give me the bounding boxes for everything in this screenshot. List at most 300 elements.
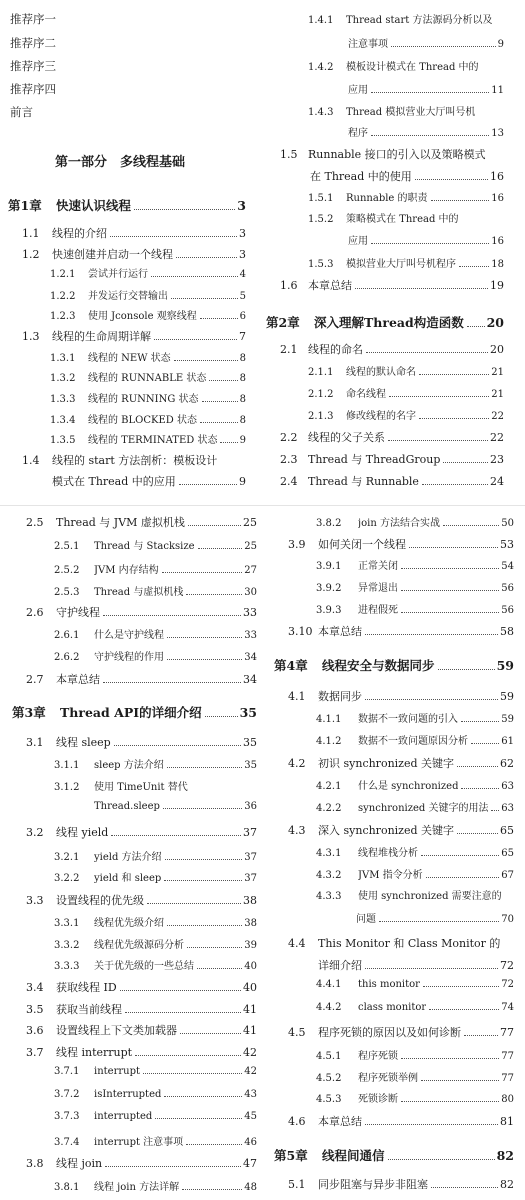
- toc-entry-number: 3.8.1: [54, 1182, 80, 1193]
- leader-dots: [471, 743, 499, 744]
- leader-dots: [200, 422, 238, 423]
- toc-entry-page: 80: [501, 1094, 514, 1105]
- toc-entry-title: 线程的 RUNNABLE 状态: [88, 373, 207, 384]
- toc-entry: [12, 936, 257, 951]
- toc-entry: [266, 124, 504, 139]
- toc-entry-title: 命名线程: [346, 389, 386, 400]
- toc-scan-bottom: [0, 505, 525, 1200]
- toc-entry-number: 1.3.2: [50, 373, 76, 384]
- toc-entry-page: 65: [500, 824, 514, 837]
- toc-entry-title: JVM 内存结构: [94, 565, 159, 576]
- toc-entry-number: 2.4: [280, 475, 298, 488]
- toc-entry-number: 2.6.1: [54, 630, 80, 641]
- toc-entry-number: 2.6.2: [54, 652, 80, 663]
- toc-entry-title: 在 Thread 中的使用: [310, 170, 412, 183]
- toc-entry-number: 5.1: [288, 1178, 306, 1191]
- toc-entry-page: 16: [491, 193, 504, 204]
- toc-entry-title: 问题: [356, 914, 376, 925]
- toc-entry-page: 41: [243, 1024, 257, 1037]
- toc-entry-title: 线程的命名: [308, 343, 363, 356]
- toc-entry: [12, 1044, 257, 1060]
- toc-column-top-right: [266, 0, 504, 505]
- toc-entry-page: 3: [239, 248, 246, 261]
- toc-entry-page: 46: [244, 1137, 257, 1148]
- toc-entry-page: 8: [239, 394, 246, 405]
- toc-entry-page: 82: [496, 1148, 514, 1163]
- toc-entry-number: 4.3.2: [316, 870, 342, 881]
- leader-dots: [105, 1166, 241, 1167]
- toc-entry-title: this monitor: [358, 979, 420, 990]
- toc-entry-page: 42: [244, 1066, 257, 1077]
- leader-dots: [388, 440, 488, 441]
- toc-entry: [266, 255, 504, 270]
- toc-entry-page: 72: [501, 979, 514, 990]
- toc-entry-title: 如何关闭一个线程: [318, 538, 406, 551]
- toc-entry-page: 81: [500, 1115, 514, 1128]
- leader-dots: [401, 1101, 499, 1102]
- toc-entry-title: 线程 join: [56, 1157, 103, 1170]
- toc-entry-page: 9: [239, 435, 246, 446]
- toc-entry-page: 54: [501, 561, 514, 572]
- leader-dots: [391, 46, 496, 47]
- toc-entry-page: 19: [490, 279, 504, 292]
- toc-entry-number: 4.4.1: [316, 979, 342, 990]
- toc-entry-number: 2.2: [280, 431, 298, 444]
- toc-entry: [274, 514, 514, 529]
- toc-entry: [274, 887, 514, 902]
- toc-entry-title: sleep 方法介绍: [94, 760, 164, 771]
- toc-entry-number: 3.8: [26, 1157, 44, 1170]
- toc-column-bottom-left: [12, 506, 257, 1200]
- toc-entry-number: 1.5: [280, 148, 298, 161]
- toc-entry-number: 1.4.1: [308, 15, 334, 26]
- toc-entry-number: 4.3.3: [316, 891, 342, 902]
- toc-entry-number: 3.10: [288, 625, 313, 638]
- toc-entry-number: 3.3.3: [54, 961, 80, 972]
- toc-entry-page: 65: [501, 848, 514, 859]
- toc-entry-page: 20: [486, 315, 504, 330]
- toc-entry-page: 35: [239, 705, 257, 720]
- toc-entry-page: 45: [244, 1111, 257, 1122]
- toc-entry: [266, 210, 504, 225]
- toc-entry-page: 50: [501, 518, 514, 529]
- toc-entry-number: 3.2: [26, 826, 44, 839]
- toc-entry: [12, 848, 257, 863]
- toc-entry: [274, 579, 514, 594]
- toc-entry-title: 线程 join 方法详解: [94, 1182, 180, 1193]
- toc-entry: [8, 196, 246, 214]
- toc-entry-number: 第3章: [12, 705, 46, 720]
- toc-entry-number: 2.5.3: [54, 587, 80, 598]
- leader-dots: [365, 968, 498, 969]
- leader-dots: [371, 92, 489, 93]
- toc-entry-number: 3.7.3: [54, 1111, 80, 1122]
- toc-entry-page: 72: [500, 959, 514, 972]
- toc-entry-number: 1.4: [22, 454, 40, 467]
- toc-entry: [266, 146, 504, 162]
- toc-entry-number: 第5章: [274, 1148, 308, 1163]
- toc-entry-number: 1.3.4: [50, 415, 76, 426]
- toc-entry-page: 33: [243, 606, 257, 619]
- leader-dots: [205, 716, 238, 717]
- toc-entry: [12, 1089, 257, 1100]
- toc-entry-title: interrupt: [94, 1066, 140, 1077]
- toc-entry-page: 7: [239, 330, 246, 343]
- toc-entry-page: 6: [239, 311, 246, 322]
- toc-entry-number: 2.5: [26, 516, 44, 529]
- toc-entry: [274, 536, 514, 552]
- toc-entry-number: 1.5.1: [308, 193, 334, 204]
- toc-entry-title: 线程 sleep: [56, 736, 111, 749]
- toc-entry-number: 第1章: [8, 198, 42, 213]
- toc-entry: [12, 626, 257, 641]
- leader-dots: [197, 968, 242, 969]
- toc-entry-title: Runnable 接口的引入以及策略模式: [308, 148, 486, 161]
- toc-entry: [12, 957, 257, 972]
- toc-entry-page: 59: [500, 690, 514, 703]
- toc-entry-title: 线程的生命周期详解: [52, 330, 151, 343]
- toc-entry-title: 线程的 start 方法剖析：模板设计: [52, 454, 218, 467]
- front-matter-item: 推荐序四: [10, 82, 56, 96]
- toc-entry-title: 线程堆栈分析: [358, 848, 418, 859]
- toc-entry-page: 40: [243, 981, 257, 994]
- toc-entry-page: 9: [239, 475, 246, 488]
- toc-entry: [266, 277, 504, 293]
- toc-entry: [12, 801, 257, 812]
- toc-entry: [274, 935, 514, 951]
- toc-entry-page: 3: [237, 198, 246, 213]
- leader-dots: [401, 612, 499, 613]
- toc-entry: [12, 1178, 257, 1193]
- toc-entry: [274, 957, 514, 973]
- leader-dots: [371, 135, 489, 136]
- toc-entry-title: 数据不一致问题原因分析: [358, 736, 468, 747]
- toc-entry-number: 3.1: [26, 736, 44, 749]
- toc-entry: [12, 778, 257, 793]
- toc-entry: [8, 265, 246, 280]
- toc-entry-number: 3.6: [26, 1024, 44, 1037]
- toc-entry: [266, 189, 504, 204]
- toc-entry-page: 24: [490, 475, 504, 488]
- toc-entry: [274, 1090, 514, 1105]
- toc-entry-page: 9: [497, 39, 504, 50]
- toc-entry-title: 死锁诊断: [358, 1094, 398, 1105]
- toc-entry-number: 3.2.2: [54, 873, 80, 884]
- toc-entry-page: 82: [500, 1178, 514, 1191]
- leader-dots: [198, 548, 243, 549]
- toc-entry-number: 3.3: [26, 894, 44, 907]
- toc-entry-title: 并发运行交替输出: [88, 291, 168, 302]
- toc-entry: [266, 58, 504, 73]
- toc-entry-page: 61: [501, 736, 514, 747]
- leader-dots: [401, 568, 499, 569]
- toc-entry: [274, 732, 514, 747]
- leader-dots: [371, 243, 489, 244]
- toc-entry-title: Thread API的详细介绍: [60, 705, 202, 720]
- toc-entry-number: 2.1.2: [308, 389, 334, 400]
- toc-entry: [12, 514, 257, 530]
- toc-entry-page: 38: [243, 894, 257, 907]
- toc-entry-number: 1.3.5: [50, 435, 76, 446]
- toc-entry-title: 使用 TimeUnit 替代: [94, 782, 188, 793]
- toc-entry-title: 修改线程的名字: [346, 411, 416, 422]
- toc-entry-title: 设置线程上下文类加载器: [56, 1024, 177, 1037]
- toc-entry-page: 77: [501, 1073, 514, 1084]
- leader-dots: [171, 298, 238, 299]
- toc-entry: [266, 168, 504, 184]
- toc-entry-number: 4.5.2: [316, 1073, 342, 1084]
- front-matter-item: 推荐序三: [10, 59, 56, 73]
- toc-entry-title: 同步阻塞与异步非阻塞: [318, 1178, 428, 1191]
- toc-entry-title: 快速创建并启动一个线程: [52, 248, 173, 261]
- toc-entry-page: 37: [244, 852, 257, 863]
- toc-entry: [8, 246, 246, 262]
- toc-entry: [12, 914, 257, 929]
- toc-entry-number: 1.2.3: [50, 311, 76, 322]
- toc-entry-title: Thread 与 ThreadGroup: [308, 453, 441, 466]
- toc-column-bottom-right: [274, 506, 514, 1200]
- toc-entry: [274, 844, 514, 859]
- leader-dots: [421, 855, 499, 856]
- leader-dots: [457, 833, 498, 834]
- toc-entry: [274, 710, 514, 725]
- leader-dots: [426, 877, 500, 878]
- toc-entry: [12, 1001, 257, 1017]
- toc-entry: [274, 557, 514, 572]
- toc-entry: [274, 1002, 514, 1013]
- toc-entry-page: 56: [501, 605, 514, 616]
- toc-entry: [274, 601, 514, 616]
- toc-entry-title: 快速认识线程: [56, 198, 132, 213]
- toc-entry-number: 2.5.2: [54, 565, 80, 576]
- toc-entry: [274, 688, 514, 704]
- leader-dots: [103, 682, 241, 683]
- toc-entry-number: 4.4.2: [316, 1002, 342, 1013]
- toc-entry-title: 守护线程: [56, 606, 100, 619]
- toc-entry-title: 详细介绍: [318, 959, 362, 972]
- toc-entry-number: 4.5.3: [316, 1094, 342, 1105]
- toc-entry-number: 3.7.4: [54, 1137, 80, 1148]
- toc-entry: [8, 349, 246, 364]
- toc-entry-page: 33: [244, 630, 257, 641]
- toc-entry-number: 4.2.1: [316, 781, 342, 792]
- toc-entry-title: 深入理解Thread构造函数: [314, 315, 464, 330]
- toc-entry-title: 数据同步: [318, 690, 362, 703]
- toc-entry-title: 获取线程 ID: [56, 981, 117, 994]
- toc-entry: [12, 1066, 257, 1077]
- toc-entry-number: 第4章: [274, 658, 308, 673]
- toc-entry: [266, 232, 504, 247]
- leader-dots: [200, 318, 238, 319]
- toc-entry: [266, 407, 504, 422]
- toc-entry-title: 应用: [348, 85, 368, 96]
- toc-entry-page: 59: [496, 658, 514, 673]
- leader-dots: [491, 810, 499, 811]
- toc-entry-page: 77: [501, 1051, 514, 1062]
- toc-entry: [12, 671, 257, 687]
- toc-entry-number: 4.2.2: [316, 803, 342, 814]
- toc-entry-page: 38: [244, 918, 257, 929]
- toc-entry-number: 4.3.1: [316, 848, 342, 859]
- toc-entry: [8, 452, 246, 468]
- leader-dots: [163, 808, 242, 809]
- toc-entry: [266, 473, 504, 489]
- toc-entry: [266, 11, 504, 26]
- toc-entry-page: 35: [244, 760, 257, 771]
- toc-entry-title: yield 方法介绍: [94, 852, 162, 863]
- toc-entry-page: 62: [500, 757, 514, 770]
- toc-column-top-left: [8, 0, 246, 505]
- toc-entry-page: 5: [239, 291, 246, 302]
- toc-entry: [12, 756, 257, 771]
- toc-entry-number: 2.6: [26, 606, 44, 619]
- toc-entry-number: 2.1.1: [308, 367, 334, 378]
- toc-entry-title: 线程的 TERMINATED 状态: [88, 435, 218, 446]
- toc-entry-title: 线程的 RUNNING 状态: [88, 394, 199, 405]
- toc-entry-page: 39: [244, 940, 257, 951]
- toc-entry-page: 30: [244, 587, 257, 598]
- toc-entry-page: 11: [491, 85, 504, 96]
- leader-dots: [464, 1035, 498, 1036]
- toc-entry: [274, 799, 514, 814]
- front-matter-item: 推荐序二: [10, 36, 56, 50]
- toc-entry-title: 数据不一致问题的引入: [358, 714, 458, 725]
- toc-entry-title: 程序死锁举例: [358, 1073, 418, 1084]
- leader-dots: [389, 396, 489, 397]
- leader-dots: [179, 484, 237, 485]
- leader-dots: [147, 903, 241, 904]
- toc-entry-page: 4: [239, 269, 246, 280]
- leader-dots: [167, 767, 243, 768]
- leader-dots: [409, 547, 498, 548]
- toc-entry-page: 48: [244, 1182, 257, 1193]
- toc-entry-title: 什么是 synchronized: [358, 781, 459, 792]
- toc-entry: [8, 307, 246, 322]
- toc-entry-number: 2.5.1: [54, 541, 80, 552]
- leader-dots: [419, 374, 489, 375]
- toc-entry-page: 42: [243, 1046, 257, 1059]
- toc-entry: [12, 703, 257, 721]
- toc-entry-title: interrupted: [94, 1111, 153, 1122]
- toc-entry: [274, 1024, 514, 1040]
- toc-entry-page: 25: [244, 541, 257, 552]
- toc-entry-title: 线程的介绍: [52, 227, 107, 240]
- toc-entry: [8, 431, 246, 446]
- leader-dots: [443, 525, 499, 526]
- toc-entry-page: 77: [500, 1026, 514, 1039]
- toc-entry-number: 2.1: [280, 343, 298, 356]
- leader-dots: [431, 200, 490, 201]
- toc-entry-number: 4.1: [288, 690, 306, 703]
- toc-entry-title: 本章总结: [56, 673, 100, 686]
- leader-dots: [459, 266, 489, 267]
- leader-dots: [365, 699, 498, 700]
- part-title: 第一部分 多线程基础: [55, 155, 186, 170]
- toc-entry-title: 本章总结: [308, 279, 352, 292]
- toc-entry-title: interrupt 注意事项: [94, 1137, 184, 1148]
- leader-dots: [431, 1187, 498, 1188]
- toc-entry-number: 3.7: [26, 1046, 44, 1059]
- toc-entry-number: 4.1.1: [316, 714, 342, 725]
- toc-entry: [266, 35, 504, 50]
- toc-entry-number: 3.4: [26, 981, 44, 994]
- toc-entry: [12, 979, 257, 995]
- toc-entry-number: 3.3.2: [54, 940, 80, 951]
- toc-entry: [8, 390, 246, 405]
- toc-entry-title: 使用 synchronized 需要注意的: [358, 891, 502, 902]
- leader-dots: [143, 1073, 242, 1074]
- toc-entry-page: 21: [491, 367, 504, 378]
- toc-entry: [12, 1022, 257, 1038]
- leader-dots: [114, 745, 241, 746]
- leader-dots: [461, 721, 499, 722]
- leader-dots: [186, 594, 242, 595]
- leader-dots: [355, 288, 488, 289]
- toc-entry-title: 异常退出: [358, 583, 398, 594]
- front-matter-item: 前言: [10, 105, 33, 119]
- toc-entry-title: 深入 synchronized 关键字: [318, 824, 455, 837]
- toc-entry-page: 37: [244, 873, 257, 884]
- toc-entry-title: 线程优先级源码分析: [94, 940, 184, 951]
- toc-entry-title: 关于优先级的一些总结: [94, 961, 194, 972]
- toc-entry: [8, 473, 246, 489]
- toc-entry: [274, 623, 514, 639]
- leader-dots: [220, 442, 237, 443]
- leader-dots: [366, 352, 488, 353]
- leader-dots: [135, 1055, 241, 1056]
- toc-entry-page: 56: [501, 583, 514, 594]
- toc-entry-number: 2.7: [26, 673, 44, 686]
- toc-entry-title: JVM 指令分析: [358, 870, 423, 881]
- toc-entry: [12, 648, 257, 663]
- toc-entry: [274, 1047, 514, 1062]
- toc-entry: [12, 583, 257, 598]
- leader-dots: [379, 921, 499, 922]
- leader-dots: [365, 634, 498, 635]
- toc-entry-page: 59: [501, 714, 514, 725]
- toc-entry-title: 本章总结: [318, 625, 362, 638]
- toc-entry-title: This Monitor 和 Class Monitor 的: [318, 937, 501, 950]
- toc-entry-number: 3.9.2: [316, 583, 342, 594]
- leader-dots: [164, 880, 242, 881]
- front-matter-item: 推荐序一: [10, 12, 56, 26]
- toc-entry-title: Thread 与 Stacksize: [94, 541, 195, 552]
- toc-entry-page: 20: [490, 343, 504, 356]
- leader-dots: [388, 1159, 495, 1160]
- toc-entry-title: Thread start 方法源码分析以及: [346, 15, 493, 26]
- toc-entry: [274, 755, 514, 771]
- toc-entry-title: class monitor: [358, 1002, 427, 1013]
- toc-entry-title: 什么是守护线程: [94, 630, 164, 641]
- toc-entry-title: 本章总结: [318, 1115, 362, 1128]
- toc-entry-page: 58: [500, 625, 514, 638]
- leader-dots: [125, 1012, 241, 1013]
- leader-dots: [155, 1118, 242, 1119]
- leader-dots: [461, 788, 499, 789]
- toc-entry-number: 1.5.3: [308, 259, 334, 270]
- toc-entry-number: 1.5.2: [308, 214, 334, 225]
- leader-dots: [467, 326, 485, 327]
- leader-dots: [103, 615, 241, 616]
- toc-entry-title: 线程间通信: [322, 1148, 385, 1163]
- toc-entry-page: 3: [239, 227, 246, 240]
- toc-entry-number: 2.3: [280, 453, 298, 466]
- toc-entry-page: 8: [239, 353, 246, 364]
- toc-entry-page: 16: [490, 170, 504, 183]
- toc-entry-page: 43: [244, 1089, 257, 1100]
- toc-entry-number: 3.1.2: [54, 782, 80, 793]
- toc-entry-page: 27: [244, 565, 257, 576]
